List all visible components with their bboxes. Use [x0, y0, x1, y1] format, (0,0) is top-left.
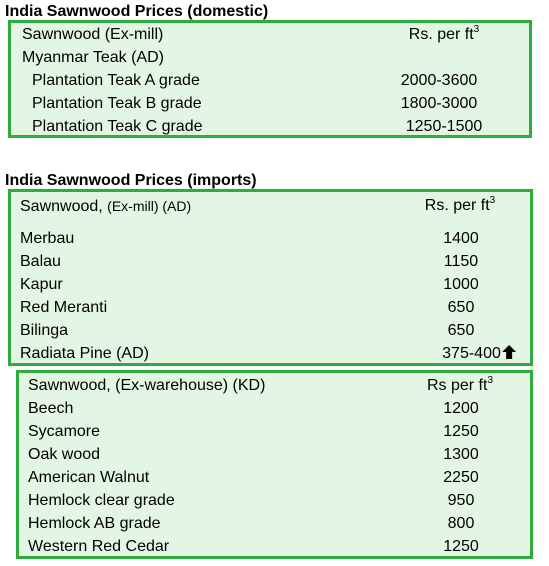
species-name: Merbau	[20, 230, 75, 247]
table-row	[11, 274, 530, 296]
price-value: 1300	[443, 446, 479, 463]
price-value: 2250	[443, 469, 479, 486]
domestic-title: India Sawnwood Prices (domestic)	[5, 3, 269, 20]
domestic-header-label: Sawnwood (Ex-mill)	[22, 26, 164, 43]
species-name: Oak wood	[28, 446, 101, 463]
imports-warehouse-box	[16, 370, 533, 559]
price-value: 1400	[443, 230, 479, 247]
price-value: 1150	[443, 253, 479, 270]
table-row	[19, 398, 530, 420]
price-value: 1200	[443, 400, 479, 417]
warehouse-header-row	[19, 375, 530, 397]
exmill-header-unit: Rs. per $ft^3$	[424, 195, 496, 214]
domestic-price-box	[8, 20, 532, 138]
price-value: 650	[447, 299, 475, 316]
table-row	[19, 467, 530, 489]
species-name: Hemlock clear grade	[28, 492, 175, 509]
table-row	[19, 490, 530, 512]
table-row	[11, 297, 530, 319]
price-value: 1250	[443, 423, 479, 440]
table-row	[11, 70, 529, 92]
table-row	[11, 251, 530, 273]
exmill-header-label: Sawnwood, (Ex-mill) (AD)	[20, 198, 192, 215]
domestic-header-row	[11, 24, 529, 46]
species-name: Sycamore	[28, 423, 101, 440]
species-name: Plantation Teak A grade	[32, 72, 200, 89]
domestic-group-label: Myanmar Teak (AD)	[22, 49, 164, 66]
price-value: 1250-1500	[405, 118, 483, 135]
warehouse-header-unit: Rs per $ft^3$	[426, 375, 494, 394]
table-row	[11, 343, 530, 365]
species-name: Beech	[28, 400, 74, 417]
table-row	[19, 444, 530, 466]
table-row	[19, 421, 530, 443]
species-name: Plantation Teak C grade	[32, 118, 203, 135]
species-name: Bilinga	[20, 322, 69, 339]
price-value: 1000	[443, 276, 479, 293]
table-row	[11, 93, 529, 115]
price-value: 800	[447, 515, 475, 532]
species-name: Western Red Cedar	[28, 538, 170, 555]
species-name: Hemlock AB grade	[28, 515, 161, 532]
imports-exmill-box	[8, 189, 533, 366]
price-value: 650	[447, 322, 475, 339]
domestic-header-unit: Rs. per $ft^3$	[408, 24, 480, 43]
table-row	[11, 116, 529, 138]
price-value: 1250	[443, 538, 479, 555]
price-value: 1800-3000	[400, 95, 478, 112]
species-name: American Walnut	[28, 469, 150, 486]
price-value: 2000-3600	[400, 72, 478, 89]
species-name: Red Meranti	[20, 299, 108, 316]
species-name: Kapur	[20, 276, 63, 293]
table-row	[19, 536, 530, 558]
species-name: Balau	[20, 253, 61, 270]
species-name: Plantation Teak B grade	[32, 95, 202, 112]
table-row	[19, 513, 530, 535]
price-value: 950	[447, 492, 475, 509]
up-arrow-icon	[502, 345, 516, 359]
price-value-with-trend: 375-400	[442, 343, 516, 365]
domestic-group-row	[11, 47, 529, 69]
table-row	[11, 228, 530, 250]
exmill-header-row	[11, 195, 530, 217]
warehouse-header-label: Sawnwood, (Ex-warehouse) (KD)	[28, 377, 266, 394]
table-row	[11, 320, 530, 342]
species-name: Radiata Pine (AD)	[20, 345, 149, 362]
imports-title: India Sawnwood Prices (imports)	[5, 172, 257, 189]
